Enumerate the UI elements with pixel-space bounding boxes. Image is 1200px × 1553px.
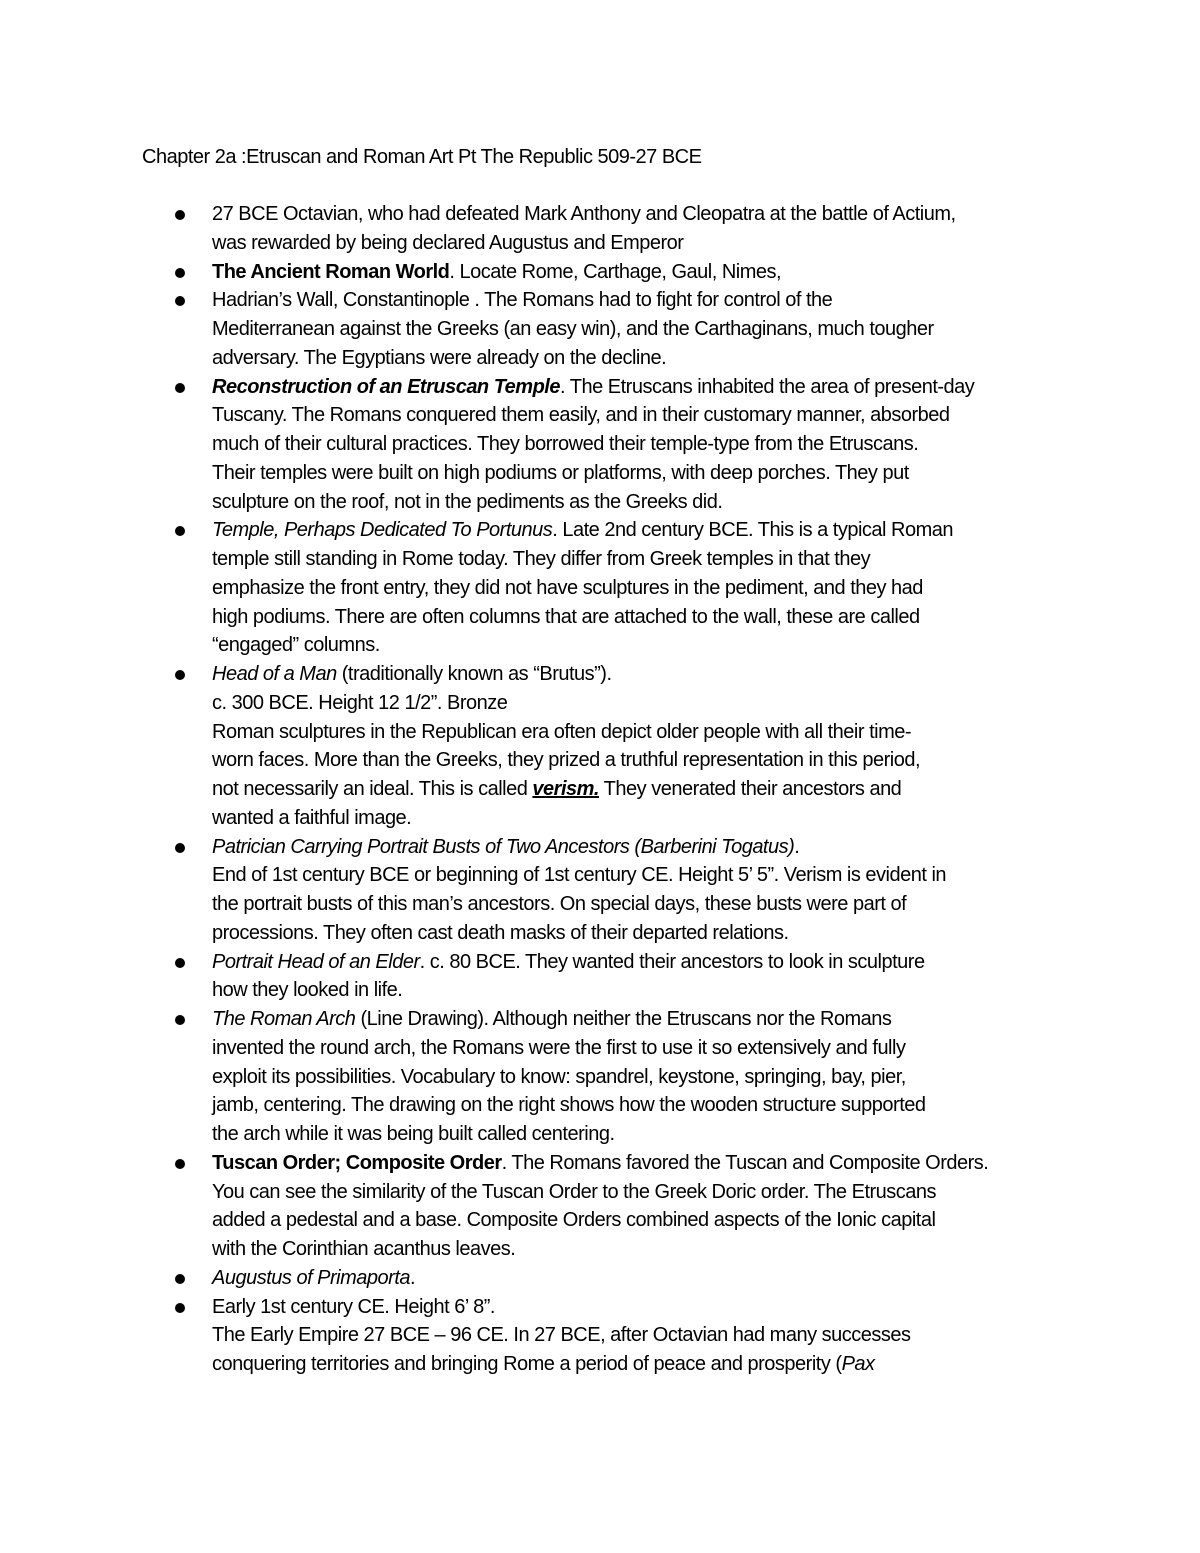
item-heading: Patrician Carrying Portrait Busts of Two Ancestors (Barberini Togatus) (212, 835, 795, 858)
item-heading: Portrait Head of an Elder (212, 950, 420, 973)
list-item: Hadrian’s Wall, Constantinople . The Romans had to fight for control of the Mediterranean against the Greeks (an easy win), and the Carthaginans, much tougher adversary. The Egyptians were already on the decline. (142, 286, 1092, 372)
list-item: Head of a Man (traditionally known as “Brutus”). c. 300 BCE. Height 12 1/2”. Bronze Roman sculptures in the Republican era often depict older people with all their time- worn faces. More than the Greeks, they prized a truthful representation in this period, not necessarily an ideal. This is called verism. They venerated their ancestors and wanted a faithful image. (142, 660, 1092, 833)
item-heading: Augustus of Primaporta (212, 1266, 410, 1289)
list-item: Portrait Head of an Elder. c. 80 BCE. They wanted their ancestors to look in sculpture how they looked in life. (142, 948, 1092, 1006)
chapter-title: Chapter 2a :Etruscan and Roman Art Pt The Republic 509-27 BCE (142, 146, 702, 168)
bullet-icon (175, 296, 185, 306)
item-heading: The Ancient Roman World (212, 260, 450, 283)
bullet-icon (175, 670, 185, 680)
bullet-icon (175, 1274, 185, 1284)
list-item: Patrician Carrying Portrait Busts of Two Ancestors (Barberini Togatus). End of 1st century BCE or beginning of 1st century CE. Height 5’ 5”. Verism is evident in the portrait busts of this man’s ancestors. On special days, these busts were part of processions. They often cast death masks of their departed relations. (142, 833, 1092, 948)
bullet-icon (175, 958, 185, 968)
list-item: Early 1st century CE. Height 6’ 8”. The Early Empire 27 BCE – 96 CE. In 27 BCE, after Octavian had many successes conquering territories and bringing Rome a period of peace and prosperity (Pax (142, 1293, 1092, 1379)
list-item: Reconstruction of an Etruscan Temple. The Etruscans inhabited the area of present-day Tuscany. The Romans conquered them easily, and in their customary manner, absorbed much of their cultural practices. They borrowed their temple-type from the Etruscans. Their temples were built on high podiums or platforms, with deep porches. They put sculpture on the roof, not in the pediments as the Greeks did. (142, 373, 1092, 517)
bullet-icon (175, 843, 185, 853)
item-heading: Reconstruction of an Etruscan Temple (212, 375, 560, 398)
bullet-icon (175, 383, 185, 393)
bullet-icon (175, 1159, 185, 1169)
list-item: 27 BCE Octavian, who had defeated Mark Anthony and Cleopatra at the battle of Actium, was rewarded by being declared Augustus and Emperor (142, 200, 1092, 258)
list-item: The Ancient Roman World. Locate Rome, Carthage, Gaul, Nimes, (142, 258, 1092, 287)
list-item: Temple, Perhaps Dedicated To Portunus. Late 2nd century BCE. This is a typical Roman temple still standing in Rome today. They differ from Greek temples in that they emphasize the front entry, they did not have sculptures in the pediment, and they had high podiums. There are often columns that are attached to the wall, these are called “engaged” columns. (142, 516, 1092, 660)
list-item: Tuscan Order; Composite Order. The Romans favored the Tuscan and Composite Orders. You can see the similarity of the Tuscan Order to the Greek Doric order. The Etruscans added a pedestal and a base. Composite Orders combined aspects of the Ionic capital with the Corinthian acanthus leaves. (142, 1149, 1092, 1264)
bullet-icon (175, 526, 185, 536)
notes-list (142, 200, 1092, 1379)
bullet-icon (175, 1303, 185, 1313)
verism-term: verism. (532, 778, 599, 800)
item-heading: Tuscan Order; Composite Order (212, 1151, 502, 1174)
item-heading: Temple, Perhaps Dedicated To Portunus (212, 519, 553, 542)
list-item: The Roman Arch (Line Drawing). Although neither the Etruscans nor the Romans invented the round arch, the Romans were the first to use it so extensively and fully exploit its possibilities. Vocabulary to know: spandrel, keystone, springing, bay, pier, jamb, centering. The drawing on the right shows how the wooden structure supported the arch while it was being built called centering. (142, 1005, 1092, 1149)
bullet-icon (175, 210, 185, 220)
item-heading: Head of a Man (212, 663, 337, 685)
bullet-icon (175, 1015, 185, 1025)
bullet-icon (175, 268, 185, 278)
list-item: Augustus of Primaporta. (142, 1264, 1092, 1293)
item-heading: The Roman Arch (212, 1008, 356, 1030)
